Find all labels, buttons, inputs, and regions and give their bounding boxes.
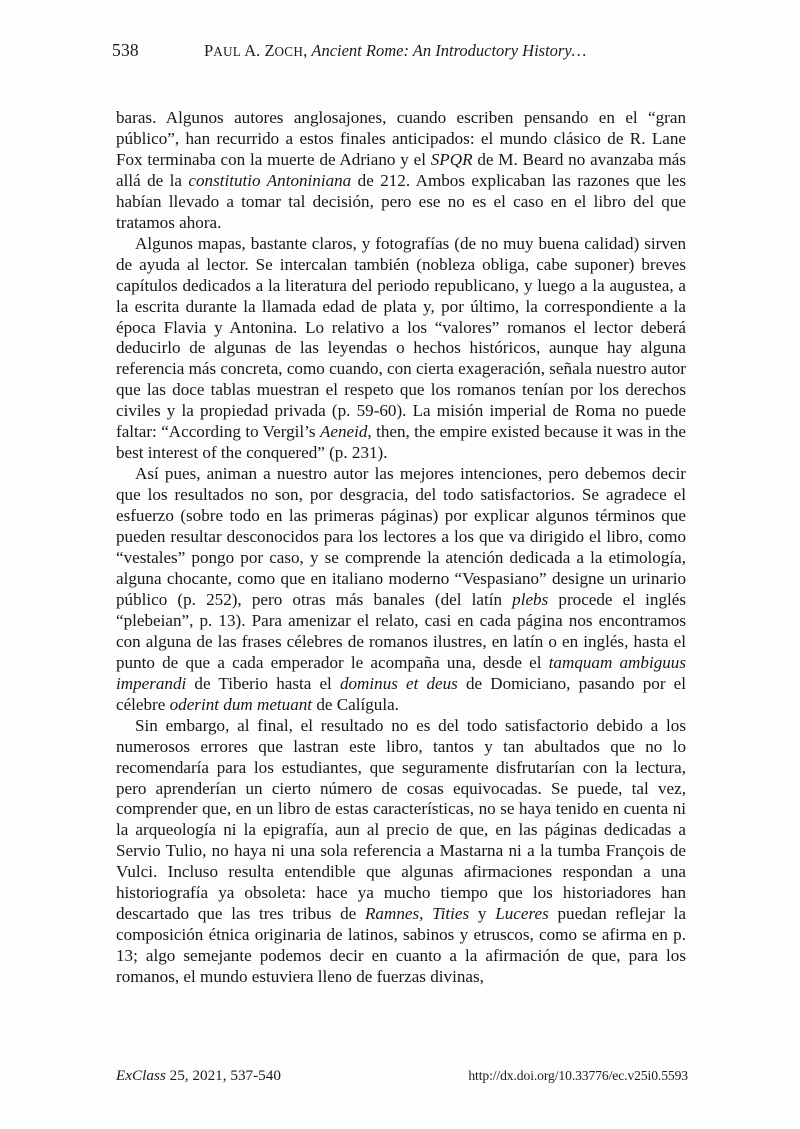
italic-run-3: tamquam ambiguus imperandi — [116, 652, 686, 693]
italic-run-3: Luceres — [495, 904, 549, 924]
body-text-block — [116, 108, 686, 988]
page-number: 538 — [112, 40, 139, 60]
italic-run-1: Aeneid — [319, 422, 368, 442]
author-smallcaps-aul: AUL — [213, 44, 242, 59]
paragraph-4: Sin embargo, al final, el resultado no es del todo satisfactorio debido a los numerosos errores que lastran este libro, tantos y tan abultados que no lo recomendaría para los estudiantes, que seguramente disfrutarían con la lectura, pero aprenderían un cierto número de cosas equivocadas. Se puede, tal vez, comprender que, en un libro de estas características, no se haya tenido en cuenta ni la arqueología ni la epigrafía, aun al precio de que, en las páginas dedicadas a Servio Tulio, no haya ni una sola referencia a Mastarna ni a la tumba François de Vulci. Incluso resulta entendible que algunas afirmaciones respondan a una historiografía ya obsoleta: hace ya mucho tiempo que los historiadores han descartado que las tres tribus de Ramnes, Tities y Luceres puedan reflejar la composición étnica originaria de latinos, sabinos y etruscos, como se afirma en p. 13; algo semejante podemos decir en cuanto a la afirmación de que, para los romanos, el mundo estuviera lleno de fuerzas divinas, — [116, 715, 687, 987]
running-head-title — [204, 41, 586, 61]
paragraph-1: baras. Algunos autores anglosajones, cuando escriben pensando en el “gran público”, han recurrido a estos finales anticipados: el mundo clásico de R. Lane Fox terminaba con la muerte de Adriano y el SPQR de M. Beard no avanzaba más allá de la constitutio Antoniniana de 212. Ambos explicaban las razones que les habían llevado a tomar tal decisión, pero ese no es el caso en el libro del que tratamos ahora. — [116, 108, 687, 232]
author-initial-p: P — [204, 41, 214, 60]
italic-run-7: oderint dum metuant — [169, 694, 313, 714]
author-smallcaps-och: OCH — [274, 44, 304, 59]
journal-name: ExClass — [116, 1067, 166, 1084]
paragraph-2: Algunos mapas, bastante claros, y fotografías (de no muy buena calidad) sirven de ayuda al lector. Se intercalan también (nobleza obliga, cabe suponer) breves capítulos dedicados a la literatura del periodo republicano, y luego a la augustea, a la escrita durante la llamada edad de plata y, por último, la correspondiente a la época Flavia y Antonina. Lo relativo a los “valores” romanos el lector deberá deducirlo de algunas de las leyendas o hechos históricos, aunque hay alguna referencia más concreta, como cuando, con cierta exageración, señala nuestro autor que las doce tablas muestran el respeto que los romanos tenían por los derechos civiles y la propiedad privada (p. 59-60). La misión imperial de Roma no puede faltar: “According to Vergil’s Aeneid, then, the empire existed because it was in the best interest of the conquered” (p. 231). — [116, 233, 686, 463]
italic-run-1: plebs — [512, 589, 549, 609]
page-footer — [116, 1067, 688, 1085]
italic-run-1: Ramnes, Tities — [364, 904, 470, 924]
author-middle-initial: A. — [241, 41, 265, 60]
italic-run-1: SPQR — [430, 149, 473, 169]
running-head-separator: , — [303, 41, 312, 60]
italic-run-5: dominus et deus — [339, 673, 458, 693]
book-title: Ancient Rome: An Introductory History… — [311, 41, 587, 60]
italic-run-3: constitutio Antoniniana — [188, 170, 352, 190]
author-initial-z: Z — [264, 41, 275, 60]
journal-issue-pages: 25, 2021, 537-540 — [165, 1067, 281, 1084]
paragraph-3: Así pues, animan a nuestro autor las mejores intenciones, pero debemos decir que los resultados no son, por desgracia, del todo satisfactorios. Se agradece el esfuerzo (sobre todo en las primeras páginas) por explicar algunos términos que pueden resultar desconocidos para los lectores a los que va dirigido el libro, como “vestales” pongo por caso, y se comprende la atención dedicada a la etimología, alguna chocante, como que en italiano moderno “Vespasiano” designe un urinario público (p. 252), pero otras más banales (del latín plebs procede el inglés “plebeian”, p. 13). Para amenizar el relato, casi en cada página nos encontramos con alguna de las frases célebres de romanos ilustres, en latín o en inglés, hasta el punto de que a cada emperador le acompaña una, desde el tamquam ambiguus imperandi de Tiberio hasta el dominus et deus de Domiciano, pasando por el célebre oderint dum metuant de Calígula. — [116, 464, 686, 714]
running-head — [112, 40, 688, 66]
journal-citation — [116, 1067, 281, 1085]
doi-link[interactable]: http://dx.doi.org/10.33776/ec.v25i0.5593 — [468, 1068, 688, 1083]
